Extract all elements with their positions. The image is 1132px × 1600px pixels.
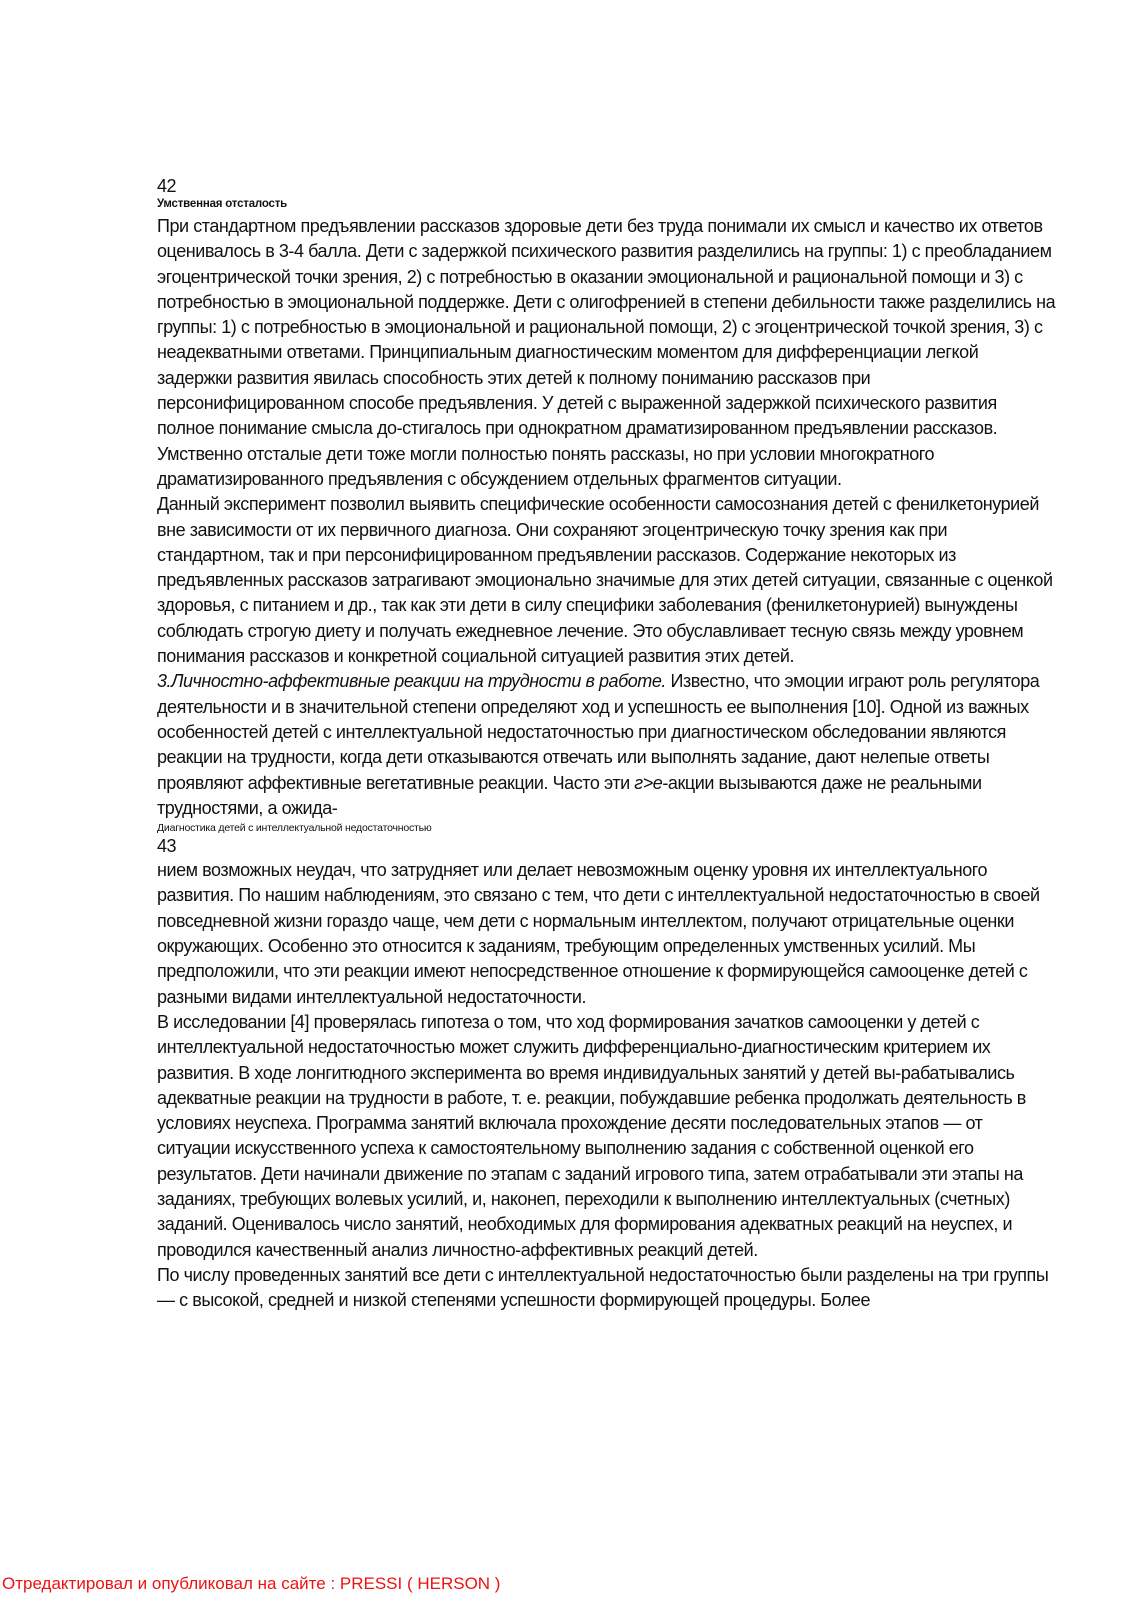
section-heading: 3.Личностно-аффективные реакции на трудности в работе. — [157, 671, 666, 692]
paragraph-text-italic: г>е — [634, 772, 663, 793]
paragraph: По числу проведенных занятий все дети с интеллектуальной недостаточностью были разделены на три группы — с высокой, средней и низкой степенями успешности формирующей процедуры. Более — [157, 1264, 1049, 1311]
paragraph: При стандартном предъявлении рассказов здоровые дети без труда понимали их смысл и качество их ответов оценивалось в 3-4 балла. Дети с задержкой психического развития разделились на группы: 1) с преобладанием эгоцентрической точки зрения, 2) с потребностью в оказании эмоциональной и рациональной помощи и 3) с потребностью в эмоциональной поддержке. Дети с олигофренией в степени дебильности также разделились на группы: 1) с потребностью в эмоциональной и рациональной помощи, 2) с эгоцентрической точкой зрения, 3) с неадекватными ответами. Принципиальным диагностическим моментом для дифференциации легкой задержки развития явилась способность этих детей к полному пониманию рассказов при персонифицированном способе предъявления. У детей с выраженной задержкой психического развития полное понимание смысла до-стигалось при однократном драматизированном предъявлении рассказов. Умственно отсталые дети тоже могли полностью понять рассказы, но при условии многократного драматизированного предъявления с обсуждением отдельных фрагментов ситуации. — [157, 216, 1056, 489]
page-number-42: 42 — [157, 176, 177, 196]
paragraph-text: -акции вызываются даже не реальными трудностями, а ожида- — [157, 772, 982, 818]
page-number-43: 43 — [157, 836, 177, 857]
paragraph: Данный эксперимент позволил выявить специфические особенности самосознания детей с фенилкетонурией вне зависимости от их первичного диагноза. Они сохраняют эгоцентрическую точку зрения как при стандартном, так и при персонифицированном предъявлении рассказов. Содержание некоторых из предъявленных рассказов затрагивают эмоционально значимые для этих детей ситуации, связанные с оценкой здоровья, с питанием и др., так как эти дети в силу специфики заболевания (фенилкетонурией) вынуждены соблюдать строгую диету и получать ежедневное лечение. Это обуславливает тесную связь между уровнем понимания рассказов и конкретной социальной ситуацией развития этих детей. — [157, 494, 1053, 667]
paragraph — [157, 669, 1057, 821]
footer-credit: Отредактировал и опубликовал на сайте : PRESSI ( HERSON ) — [2, 1574, 501, 1593]
paragraph: В исследовании [4] проверялась гипотеза о том, что ход формирования зачатков самооценки у детей с интеллектуальной недостаточностью может служить дифференциально-диагностическим критерием их развития. В ходе лонгитюдного эксперимента во время индивидуальных занятий у детей вы-рабатывались адекватные реакции на трудности в работе, т. е. реакции, побуждавшие ребенка продолжать деятельность в условиях неуспеха. Программа занятий включала прохождение десяти последовательных этапов — от ситуации искусственного успеха к самостоятельному выполнению задания с собственной оценкой его результатов. Дети начинали движение по этапам с заданий игрового типа, затем отрабатывали эти этапы на заданиях, требующих волевых усилий, и, наконеп, переходили к выполнению интеллектуальных (счетных) заданий. Оценивалось число занятий, необходимых для формирования адекватных реакций на неуспех, и проводился качественный анализ личностно-аффективных реакций детей. — [157, 1011, 1026, 1260]
running-head-top: Умственная отсталость — [157, 198, 288, 210]
text-column — [157, 176, 1057, 1313]
paragraph: нием возможных неудач, что затрудняет или делает невозможным оценку уровня их интеллектуального развития. По нашим наблюдениям, это связано с тем, что дети с интеллектуальной недостаточностью в своей повседневной жизни гораздо чаще, чем дети с нормальным интеллектом, получают отрицательные оценки окружающих. Особенно это относится к заданиям, требующим определенных умственных усилий. Мы предположили, что эти реакции имеют непосредственное отношение к формирующейся самооценке детей с разными видами интеллектуальной недостаточности. — [157, 860, 1040, 1007]
paragraph-text: Известно, что эмоции играют роль регулятора деятельности и в значительной степени определяют ход и успешность ее выполнения [10]. Одной из важных особенностей детей с интеллектуальной недостаточностью при диагностическом обследовании являются реакции на трудности, когда дети отказываются отвечать или выполнять задание, дают нелепые ответы проявляют аффективные вегетативные реакции. Часто эти — [157, 671, 1040, 793]
running-head-bottom: Диагностика детей с интеллектуальной недостаточностью — [157, 822, 432, 835]
